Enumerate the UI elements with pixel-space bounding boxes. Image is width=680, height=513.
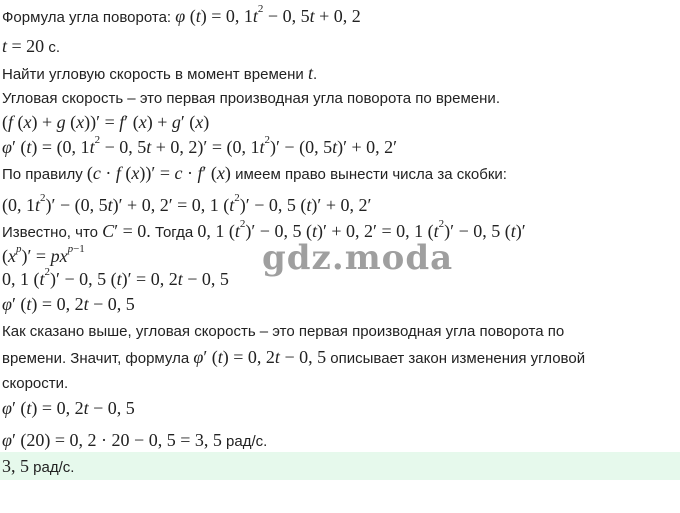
task-line: Найти угловую скорость в момент времени t. — [2, 63, 318, 83]
power-rule-formula: $(x^p)' = px^{p-1}$ — [2, 243, 85, 266]
definition-line: Угловая скорость – это первая производная угла поворота по времени. — [2, 90, 500, 107]
time-value-line: t = 20 с. — [2, 36, 61, 56]
formula-line: Формула угла поворота: φ (t) = 0, $1t^2 - 0$, 5t + 0, 2 — [2, 3, 361, 26]
conclusion-line-3: скорости. — [2, 375, 69, 392]
angle-formula: φ (t) = 0, $1t^2 - 0$, 5t + 0, 2 — [175, 3, 361, 26]
angular-velocity-formula-repeat: φ′ (t) = 0, 2t − 0, 5 — [2, 398, 135, 418]
answer-line: 3, 5 рад/с. — [2, 456, 75, 476]
factor-out-formula: (0, $1t^2)' - (0$, 5t)′ + 0, 2′ = 0, 1 $(t^2)' - 0$, 5 (t)′ + 0, 2′ — [2, 192, 372, 215]
constant-rule-line: По правилу (c · f (x))′ = c · f′ (x) имеем право вынести числа за скобки: — [2, 163, 507, 183]
constant-derivative-line: Известно, что C′ = 0. Тогда 0, 1 $(t^2)' - 0$, 5 (t)′ + 0, 2′ = 0, 1 $(t^2)' - 0$, 5 (t)′ — [2, 218, 526, 241]
conclusion-line-1: Как сказано выше, угловая скорость – это первая производная угла поворота по — [2, 323, 565, 340]
watermark-logo: gdz.moda — [262, 238, 454, 278]
angular-velocity-formula: φ′ (t) = 0, 2t − 0, 5 — [2, 294, 135, 314]
derivative-result-formula: 0, 1 $(t^2)' - 0$, 5 (t)′ = 0, 2t − 0, 5 — [2, 266, 229, 289]
sum-rule-formula: (f (x) + g (x))′ = f′ (x) + g′ (x) — [2, 112, 210, 132]
derivative-expansion-formula: φ′ (t) = (0, $1t^2 - 0$, 5t + 0, 2)′ = (0, $1t^2)' - (0$, 5t)′ + 0, 2′ — [2, 134, 398, 157]
evaluation-line: φ′ (20) = 0, 2 · 20 − 0, 5 = 3, 5 рад/с. — [2, 430, 268, 450]
answer-box — [0, 452, 680, 480]
conclusion-line-2: времени. Значит, формула φ′ (t) = 0, 2t − 0, 5 описывает закон изменения угловой — [2, 347, 586, 367]
